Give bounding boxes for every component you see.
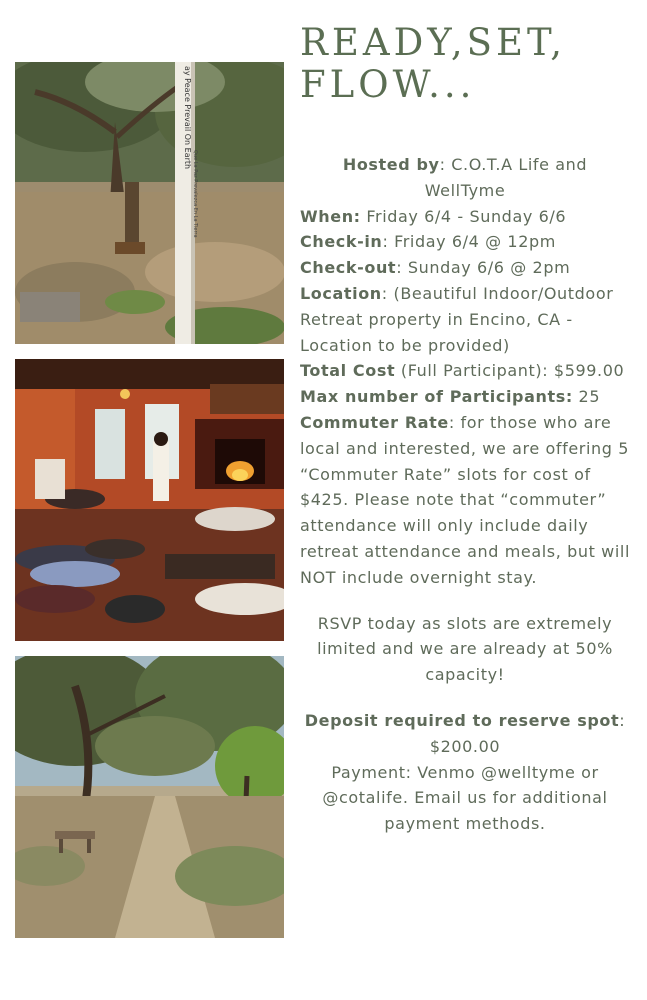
event-details bbox=[300, 152, 630, 837]
when-row bbox=[300, 204, 630, 230]
cost-label: Total Cost bbox=[300, 361, 396, 381]
checkin-value: : Friday 6/4 @ 12pm bbox=[382, 232, 556, 252]
location-label: Location bbox=[300, 283, 382, 303]
checkout-label: Check-out bbox=[300, 258, 397, 278]
when-label: When: bbox=[300, 206, 361, 226]
checkout-row bbox=[300, 255, 630, 281]
when-value: Friday 6/4 - Sunday 6/6 bbox=[360, 206, 567, 226]
location-value: : (Beautiful Indoor/Outdoor Retreat property in Encino, CA - Location to be provided) bbox=[300, 283, 614, 355]
max-participants-label: Max number of Participants: bbox=[300, 387, 573, 407]
checkin-row bbox=[300, 229, 630, 255]
commuter-value: : for those who are local and interested, we are offering 5 “Commuter Rate” slots for cost of $425. Please note that “commuter” attendance will only include daily retreat attendance and meals, but will NOT include overnight stay. bbox=[300, 412, 630, 587]
location-row bbox=[300, 281, 630, 358]
title-line-1: READY,SET, bbox=[300, 21, 567, 64]
hosted-by bbox=[300, 152, 630, 204]
deposit-value: : $200.00 bbox=[429, 710, 626, 756]
cost-value: (Full Participant): $599.00 bbox=[395, 361, 625, 381]
commuter-label: Commuter Rate bbox=[300, 412, 449, 432]
max-participants-row bbox=[300, 384, 630, 410]
indoor-yoga-room-photo bbox=[15, 359, 284, 641]
hosted-by-label: Hosted by bbox=[342, 155, 440, 174]
hosted-by-value: : C.O.T.A Life and WellTyme bbox=[424, 155, 588, 200]
checkin-label: Check-in bbox=[300, 232, 383, 252]
title-line-2: FLOW... bbox=[300, 63, 476, 106]
payment-text: Payment: Venmo @welltyme or @cotalife. Email us for additional payment methods. bbox=[322, 762, 608, 834]
rsvp-text: RSVP today as slots are extremely limited and we are already at 50% capacity! bbox=[317, 613, 613, 685]
max-participants-value: 25 bbox=[572, 387, 601, 407]
tree-path-photo bbox=[15, 656, 284, 938]
deposit-row bbox=[300, 708, 630, 760]
cost-row bbox=[300, 358, 630, 384]
peace-pole-text: ay Peace Prevail On Earth bbox=[183, 66, 192, 170]
deposit-label: Deposit required to reserve spot bbox=[304, 710, 620, 730]
commuter-row bbox=[300, 410, 630, 591]
checkout-value: : Sunday 6/6 @ 2pm bbox=[396, 258, 571, 278]
page-title bbox=[300, 22, 640, 106]
peace-pole-text-spanish: Que La Paz Prevalezca En La Tierra bbox=[192, 150, 198, 238]
garden-peace-pole-photo bbox=[15, 62, 284, 344]
